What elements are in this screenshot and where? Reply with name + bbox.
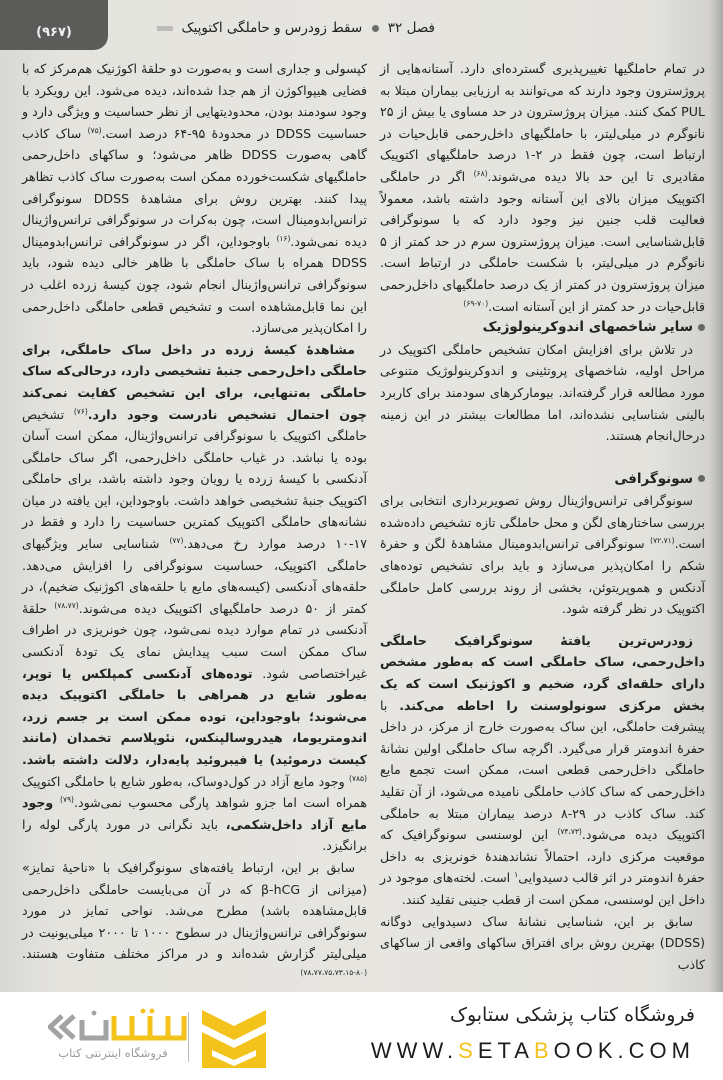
paragraph: در تلاش برای افزایش امکان تشخیص حاملگی اکتوپیک در مراحل اولیه، شاخصهای پروتئینی و اندوکرینولوژیک متنوعی مورد مطالعه قرار گرفته‌اند. بیومارکرهای سودمند برای کاربرد بالینی شناسایی نشده‌اند، اما مطالعات بیشتر در این زمینه درحال‌انجام هستند. — [380, 341, 705, 444]
page-number: (۹۶۷) — [36, 24, 72, 40]
citation: (۷۴،۷۳) — [557, 827, 582, 836]
paragraph: کپسولی و جداری است و به‌صورت دو حلقهٔ اکوژنیک هم‌مرکز که با فضایی هیپواکوژن از هم جدا شده‌اند، دیده می‌شود. این رویکرد با وجود سودمند بودن، محدودیتهایی از نظر حساسیت و ویژگی دارد و حساسیت DDSS در محدودهٔ ۹۵-۶۴ درصد است.$^{(۷۵)}$ ساک کاذب گاهی به‌صورت DDSS ظاهر می‌شود؛ و ساکهای داخل‌رحمی حاملگیهای شکست‌خورده ممکن است به‌صورت ساک کاذب تظاهر پیدا کنند. بهترین روش برای مشاهدهٔ DDSS سونوگرافی ترانس‌ابدومینال است، چون به‌کرات در سونوگرافی ترانس‌واژینال دیده نمی‌شود.$^{(۱۶)}$ باوجوداین، اگر در سونوگرافی ترانس‌ابدومینال DDSS همراه با ساک حاملگی با ظاهر خالی دیده شود، باید سونوگرافی ترانس‌واژینال انجام شود، چون کیسهٔ زرده اغلب در این نما قابل‌مشاهده است و تشخیص قطعی حاملگی داخل‌رحمی را امکان‌پذیر می‌سازد. — [22, 61, 368, 336]
citation: (۱۶) — [276, 233, 291, 243]
paragraph: در تمام حاملگیها تغییرپذیری گسترده‌ای دارد. آستانه‌هایی از پروژسترون وجود دارند که می‌توانند به ارزیابی بیماران مبتلا به PUL کمک کنند. میزان پروژسترون در حد مساوی یا بیش از ۲۵ نانوگرم در میلی‌لیتر، با حاملگیهای داخل‌رحمی قابل‌حیات در ارتباط است، چون فقط در ۲-۱ درصد حاملگیهای اکتوپیک مقادیری تا این حد بالا دیده می‌شوند.$^{(۶۸)}$ اگر در حاملگی اکتوپیک میزان بالای این آستانه وجود داشته باشد، معمولاً فعالیت قلب جنین نیز وجود دارد که با سونوگرافی قابل‌شناسایی است. میزان پروژسترون سرم در حد کمتر از ۵ نانوگرم در میلی‌لیتر، با شکست حاملگی در ارتباط است. میزان پروژسترون در کمتر از یک درصد حاملگیهای داخل‌رحمی قابل‌حیات در حد کمتر از این آستانه است.$^{(۷۰-۶۹)}$ — [380, 61, 705, 314]
section-heading-endocrine-markers: سایر شاخصهای اندوکرینولوژیک — [380, 317, 705, 339]
left-column — [22, 58, 367, 987]
section-heading-sonography: سونوگرافی — [380, 469, 705, 491]
store-url-link[interactable]: WWW.SETABOOK.COM — [370, 1038, 695, 1063]
logo-divider — [188, 1012, 189, 1062]
store-title: فروشگاه کتاب پزشکی ستابوک — [449, 1004, 695, 1026]
citation: (۶۸) — [473, 168, 488, 178]
emphasized-text: زودرس‌ترین یافتهٔ سونوگرافیک حاملگی داخل‌رحمی، ساک حاملگی است که به‌طور مشخص دارای حلقه‌ای گرد، ضخیم و اکوژنیک است که یک بخش مرکزی سونولوسنت را احاطه می‌کند. — [380, 632, 705, 713]
bullet-icon — [372, 25, 379, 32]
citation: (۷۲،۷۱) — [650, 536, 675, 546]
citation: (۷۰-۶۹) — [463, 298, 489, 308]
logo-tagline: فروشگاه اینترنتی کتاب — [58, 1046, 168, 1060]
setabook-wordmark-icon — [48, 1008, 188, 1046]
citation: (۷۶) — [73, 406, 88, 416]
paragraph: سابق بر این، شناسایی نشانهٔ ساک دسیدوایی دوگانه (DDSS) بهترین روش برای افتراق ساکهای واقعی از ساکهای کاذب — [380, 913, 705, 972]
chapter-label: فصل ۳۲ — [387, 20, 435, 36]
right-column — [380, 58, 705, 975]
running-head — [120, 20, 723, 44]
bullet-icon — [698, 475, 705, 482]
paragraph: زودرس‌ترین یافتهٔ سونوگرافیک حاملگی داخل‌رحمی، ساک حاملگی است که به‌طور مشخص دارای حلقه‌ای گرد، ضخیم و اکوژنیک است که یک بخش مرکزی سونولوسنت را احاطه می‌کند. با پیشرفت حاملگی، این ساک به‌صورت خارج از مرکز، در داخل حفرهٔ اندومتر قرار می‌گیرد. اگرچه ساک حاملگی اولین نشانهٔ حاملگی داخل‌رحمی قطعی است، ممکن است تجمع مایع داخل‌رحمی که ساک کاذب حاملگی نامیده می‌شود، از آن تقلید کند. ساک کاذب در ۲۹-۸ درصد بیماران مبتلا به حاملگی اکتوپیک دیده می‌شود.$^{(۷۴،۷۳)}$ این لوسنسی سونوگرافیک که موقعیت مرکزی دارد، احتمالاً نشاندهندهٔ خونریزی به داخل حفرهٔ اندومتر در اثر قالب دسیدوایی$^۱$ است. لخته‌های موجود در داخل این لوسنسی، ممکن است از قطب جنینی تقلید کنند. — [380, 632, 705, 907]
citation: (۷۵) — [87, 125, 102, 135]
chapter-title: سقط زودرس و حاملگی اکتوپیک — [181, 20, 363, 36]
emphasized-text: مشاهدهٔ کیسهٔ زرده در داخل ساک حاملگی، برای حاملگی داخل‌رحمی جنبهٔ تشخیصی دارد، درحالی‌که ساک حاملگی به‌تنهایی، برای این تشخیص کفایت نمی‌کند چون احتمال تشخیص نادرست وجود دارد. — [22, 341, 367, 422]
citation: (۸۰-۷۸،۷۷،۷۵،۷۳،۱۵) — [300, 967, 367, 977]
paragraph: مشاهدهٔ کیسهٔ زرده در داخل ساک حاملگی، برای حاملگی داخل‌رحمی جنبهٔ تشخیصی دارد، درحالی‌که ساک حاملگی به‌تنهایی، برای این تشخیص کفایت نمی‌کند چون احتمال تشخیص نادرست وجود دارد.$^{(۷۶)}$ تشخیص حاملگی اکتوپیک با سونوگرافی ترانس‌واژینال، ممکن است آسان بوده یا نباشد. در غیاب حاملگی داخل‌رحمی، اگر ساک حاملگی آدنکسی با کیسهٔ زرده یا رویان وجود داشته باشد، برای حاملگی اکتوپیک جنبهٔ تشخیصی خواهد داشت. باوجوداین، این یافته در میان نشانه‌های حاملگی اکتوپیک کمترین حساسیت را دارد و فقط در ۱۷-۱۰ درصد موارد رخ می‌دهد.$^{(۷۷)}$ شناسایی سایر ویژگیهای حاملگی اکتوپیک، حساسیت سونوگرافی را افزایش می‌دهد. حلقه‌های آدنکسی (کیسه‌های مایع با حلقه‌های اکوژنیک ضخیم)، در کمتر از ۵۰ درصد حاملگیهای اکتوپیک دیده می‌شوند.$^{(۷۸،۷۷)}$ حلقهٔ آدنکسی در تمام موارد دیده نمی‌شود، چون خونریزی در اطراف ساک ممکن است سبب پیدایش نمای یک تودهٔ آدنکسی غیراختصاصی شود. توده‌های آدنکسی کمپلکس یا توپر، به‌طور شایع در همراهی با حاملگی اکتوپیک دیده می‌شوند؛ باوجوداین، توده ممکن است بر جسم زرد، اندومتریوما، هیدروسالپنکس، نئوپلاسم تخمدان (مانند کیست درموئید) یا فیبروئید پایه‌دار، دلالت داشته باشد.$^{(۷۸۵)}$ وجود مایع آزاد در کول‌دوساک، به‌طور شایع با حاملگی اکتوپیک همراه است اما جزو شواهد پارگی محسوب نمی‌شود.$^{(۷۹)}$ وجود مایع آزاد داخل‌شکمی، باید نگرانی در مورد پارگی لوله را برانگیزد. — [22, 341, 368, 854]
bullet-icon — [698, 324, 705, 331]
citation: (۷۸،۷۷) — [54, 600, 79, 610]
citation: (۷۸۵) — [349, 773, 367, 783]
store-banner — [0, 992, 723, 1080]
emphasized-text: توده‌های آدنکسی کمپلکس یا توپر، به‌طور شایع در همراهی با حاملگی اکتوپیک دیده می‌شوند؛ باوجوداین، توده ممکن است بر جسم زرد، اندومتریوما، هیدروسالپنکس، نئوپلاسم تخمدان (مانند کیست درموئید) یا فیبروئید پایه‌دار، دلالت داشته باشد. — [22, 665, 367, 767]
setabook-chevron-mark-icon — [202, 1010, 266, 1068]
emphasized-text: وجود مایع آزاد داخل‌شکمی، — [22, 795, 368, 832]
paragraph: سابق بر این، ارتباط یافته‌های سونوگرافیک با «ناحیهٔ تمایز» (میزانی از β-hCG که در آن می‌بایست حاملگی داخل‌رحمی قابل‌مشاهده باشد) مطرح می‌شد. نواحی تمایز در مورد سونوگرافی ترانس‌واژینال در سطوح ۱۰۰۰ تا ۲۰۰۰ میلی‌یونیت در میلی‌لیتر گزارش شده‌اند و در مراکز مختلف متفاوت هستند.$^{(۸۰-۷۸،۷۷،۷۵،۷۳،۱۵)}$ — [22, 859, 367, 977]
citation: (۷۹) — [60, 795, 74, 804]
footnote-marker: ۱ — [514, 870, 519, 880]
setabook-logo[interactable] — [28, 1006, 268, 1068]
citation: (۷۷) — [169, 535, 184, 545]
paragraph: سونوگرافی ترانس‌واژینال روش تصویربرداری انتخابی برای بررسی ساختارهای لگن و محل حاملگی تازه تشخیص داده‌شده است.$^{(۷۲،۷۱)}$ سونوگرافی ترانس‌ابدومینال مشاهدهٔ لگن و حفرهٔ شکم را امکان‌پذیر می‌سازد و باید برای تشخیص توده‌های آدنکس و هموپریتوئن، بخشی از روند بررسی کامل حاملگی اکتوپیک در نظر گرفته شود. — [380, 493, 705, 617]
page-number-tab — [0, 0, 108, 50]
header-rule — [157, 26, 173, 31]
